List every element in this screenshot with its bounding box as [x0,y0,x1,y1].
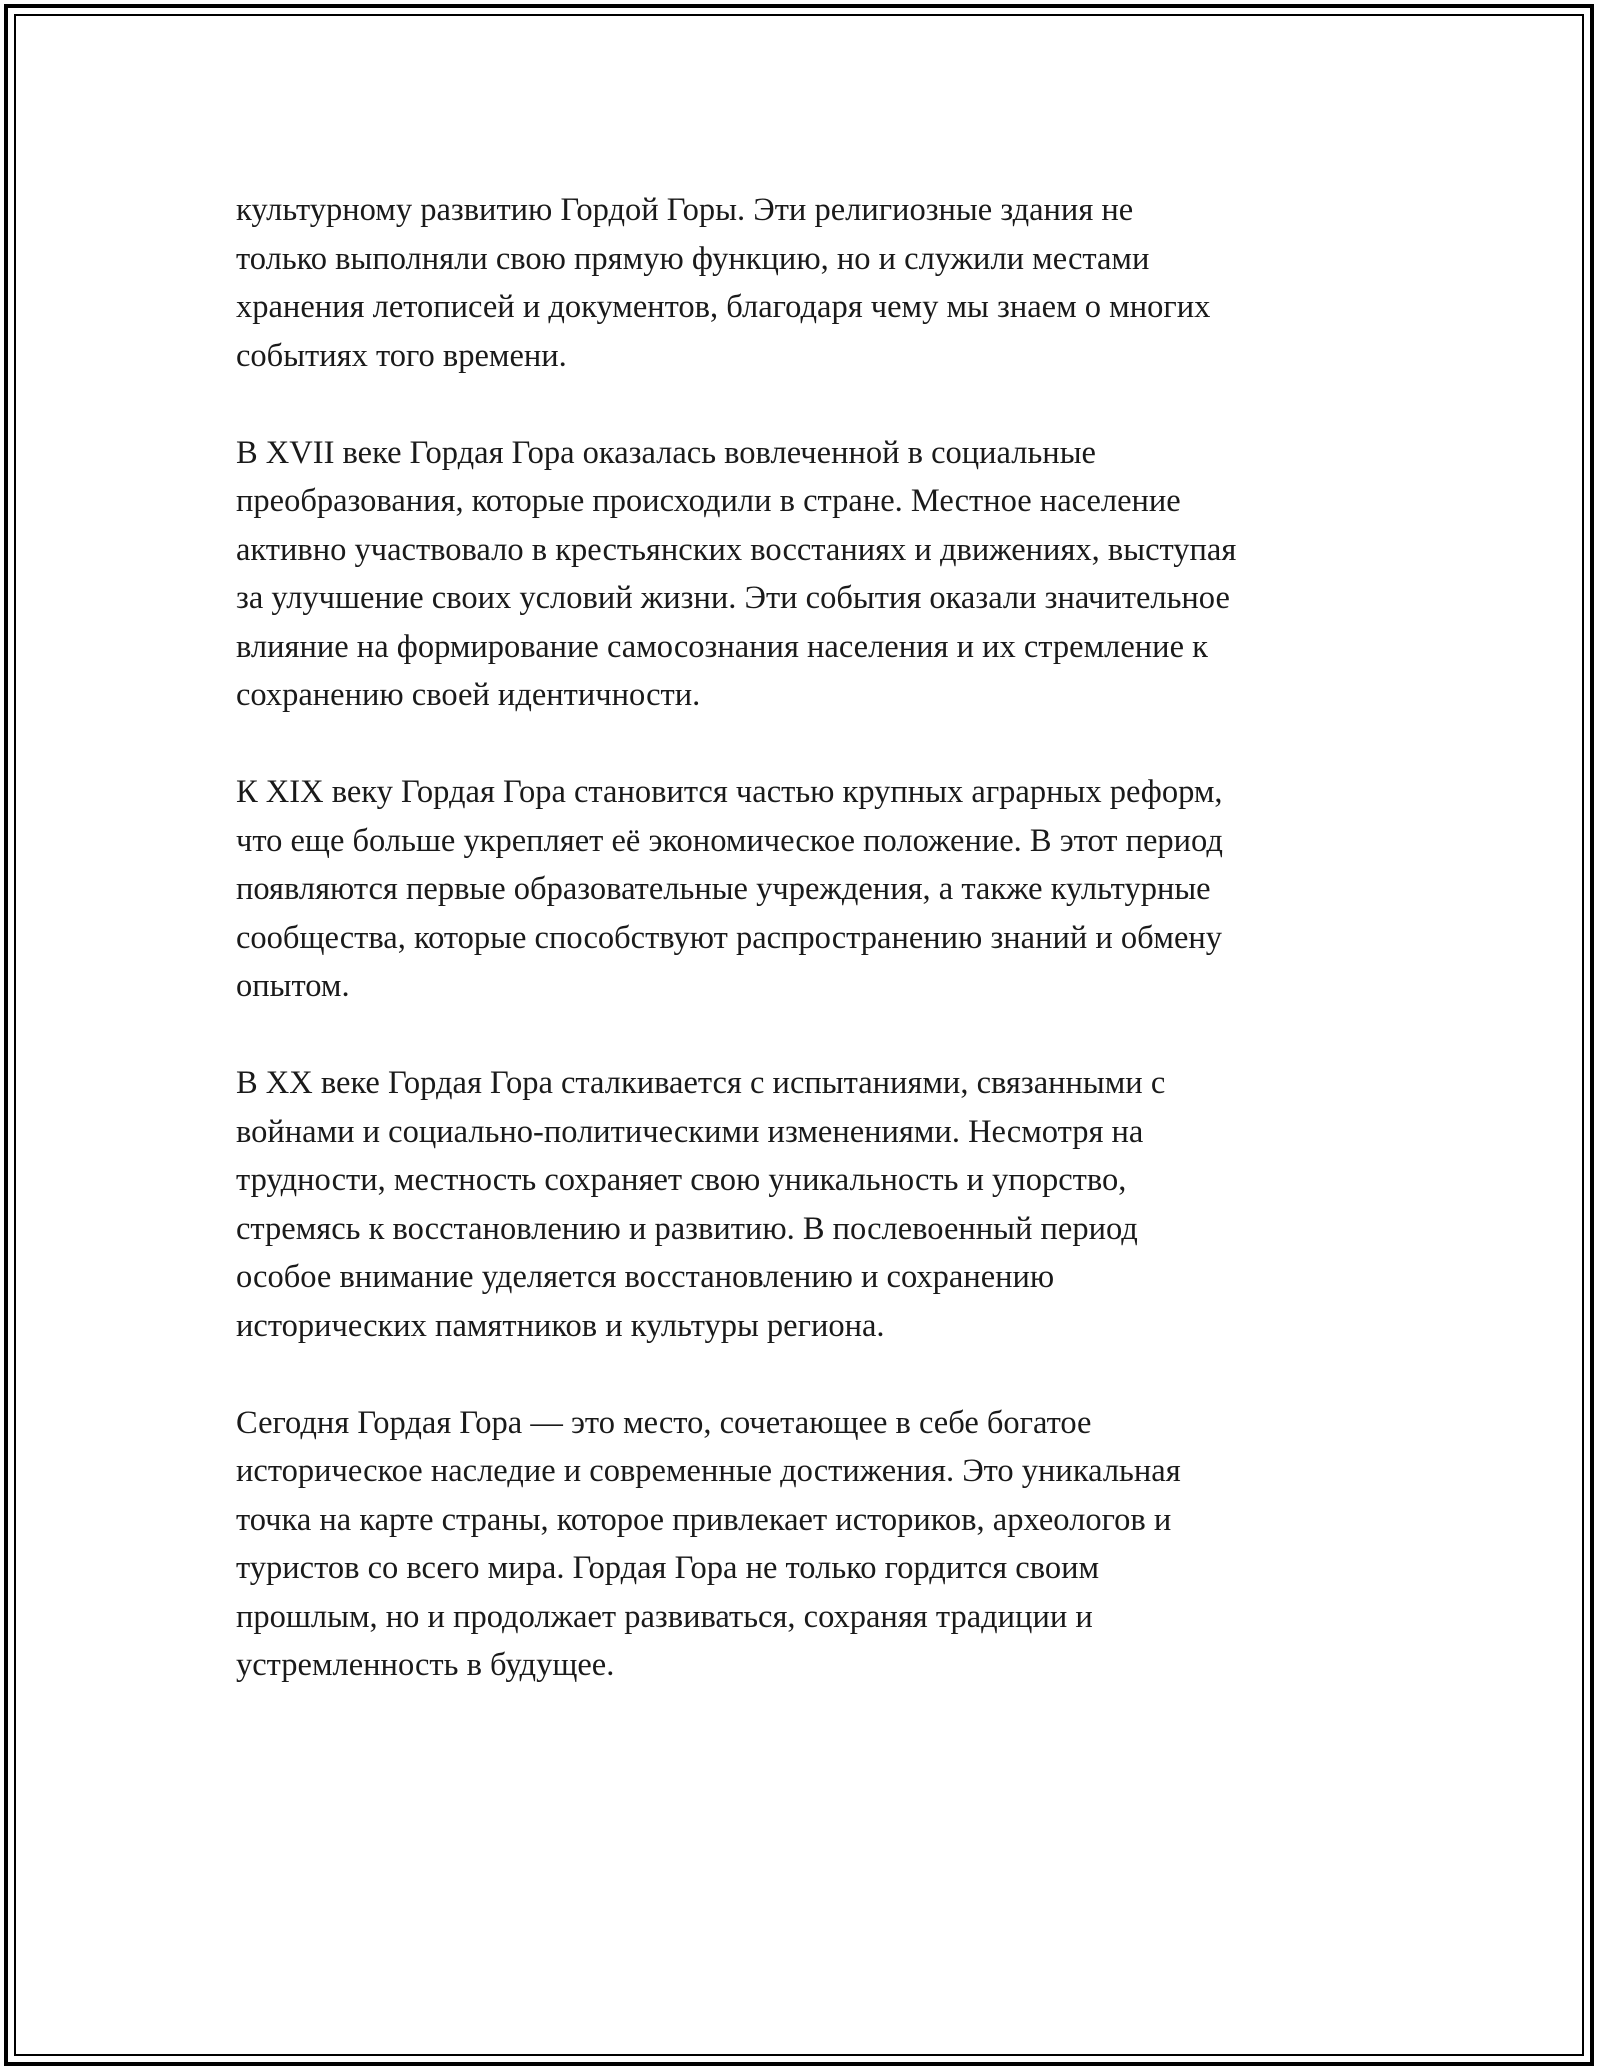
paragraph-1: культурному развитию Гордой Горы. Эти религиозные здания не только выполняли свою прямую функцию, но и служили местами хранения летописей и документов, благодаря чему мы знаем о многих событиях того времени. [236,192,1211,374]
paragraph-4: В XX веке Гордая Гора сталкивается с испытаниями, связанными с войнами и социально-политическими изменениями. Несмотря на трудности, местность сохраняет свою уникальность и упорство, стремясь к восстановлению и развитию. В послевоенный период особое внимание уделяется восстановлению и сохранению исторических памятников и культуры региона. [236,1065,1166,1344]
paragraph-5: Сегодня Гордая Гора — это место, сочетающее в себе богатое историческое наследие и современные достижения. Это уникальная точка на карте страны, которое привлекает историков, археологов и туристов со всего мира. Гордая Гора не только гордится своим прошлым, но и продолжает развиваться, сохраняя традиции и устремленность в будущее. [236,1404,1181,1683]
document-body [236,186,1396,1738]
paragraph-3: К XIX веку Гордая Гора становится частью крупных аграрных реформ, что еще больше укрепляет её экономическое положение. В этот период появляются первые образовательные учреждения, а также культурные сообщества, которые способствуют распространению знаний и обмену опытом. [236,774,1223,1004]
paragraph-2: В XVII веке Гордая Гора оказалась вовлеченной в социальные преобразования, которые происходили в стране. Местное население активно участвовало в крестьянских восстаниях и движениях, выступая за улучшение своих условий жизни. Эти события оказали значительное влияние на формирование самосознания населения и их стремление к сохранению своей идентичности. [236,434,1237,713]
